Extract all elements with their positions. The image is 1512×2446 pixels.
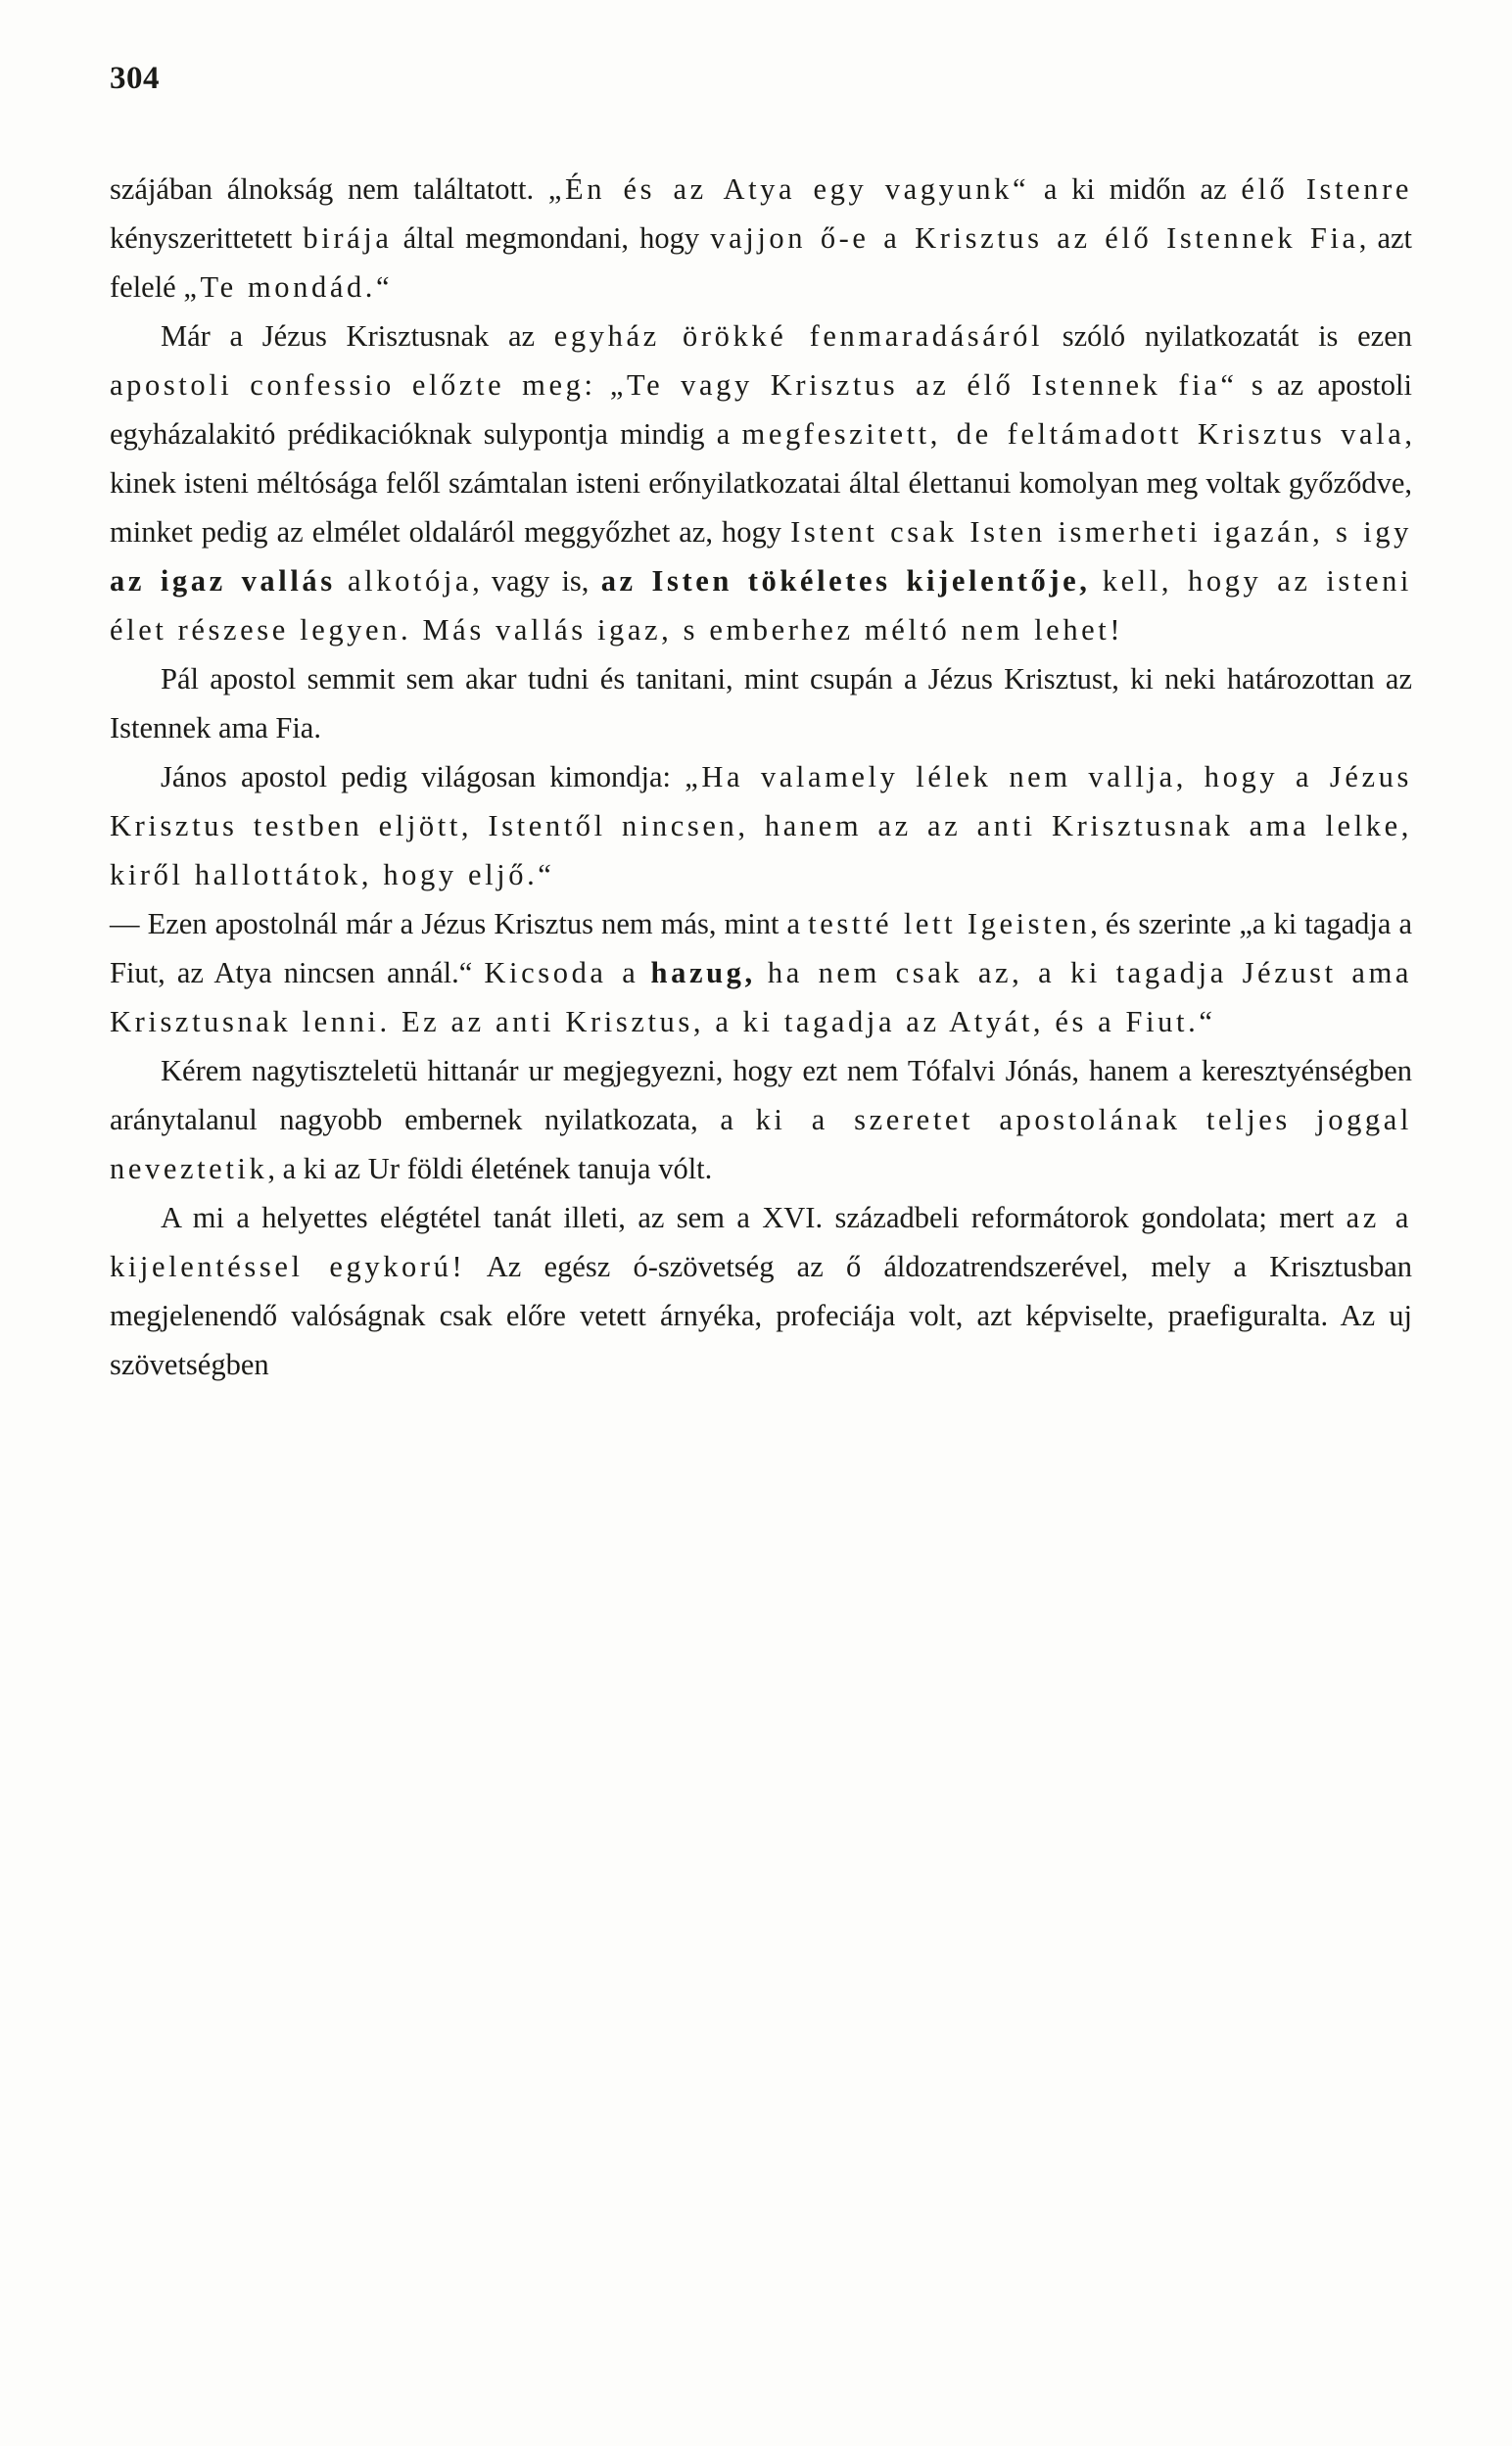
text-run: „Te vagy Krisztus az élő Istennek fia“ (609, 368, 1238, 402)
text-run: az a kijelentéssel egykorú! (110, 1201, 1412, 1283)
text-run: — (110, 907, 148, 940)
paragraph (110, 165, 1412, 312)
text-run: , vagy is, (472, 564, 601, 598)
text-run: Már a Jézus Krisztusnak az (161, 319, 554, 353)
text-run: János apostol pedig világosan kimondja: (161, 760, 685, 793)
text-run: által megmondani, hogy (392, 221, 711, 255)
text-run: Kérem nagytiszteletü hittanár ur megjegyezni, hogy ezt nem Tófalvi Jónás, hanem a keresztyénségben aránytalanul nagyobb embernek nyilatkozata, a (110, 1054, 1412, 1136)
paragraph (110, 899, 1412, 1046)
text-run: alkotója (348, 564, 473, 598)
text-run: Kicsoda a (484, 956, 639, 989)
text-run: ki a szeretet apostolának teljes joggal neveztetik (110, 1103, 1412, 1185)
page-number: 304 (110, 61, 160, 96)
text-run: „a ki tagadja a Fiut, az Atya nincsen annál.“ (110, 907, 1412, 989)
text-run: birája (303, 221, 393, 255)
text-run: s az apostoli egyházalakitó prédikacióknak sulypontja mindig a (110, 368, 1413, 451)
text-run: hazug, (650, 956, 756, 989)
text-run (756, 956, 768, 989)
text-run: A mi a helyettes elégtétel tanát illeti, az sem a XVI. századbeli reformátorok gondolata; mert (161, 1201, 1347, 1234)
text-run: ha nem csak az, a ki tagadja Jézust ama Krisztusnak lenni. Ez az anti Krisztus, a ki tagadja az Atyát, és a Fiut.“ (110, 956, 1413, 1038)
text-run (472, 956, 484, 989)
text-run: szájában álnokság nem találtatott. (110, 172, 548, 206)
text-run: kell, hogy az isteni élet részese legyen. Más vallás igaz, s emberhez méltó nem lehet! (110, 564, 1413, 647)
text-run: Ezen apostolnál már a Jézus Krisztus nem más, mint a (147, 907, 809, 940)
text-run: kényszerittetett (110, 221, 304, 255)
paragraph (110, 1046, 1412, 1193)
text-run: „Te mondád.“ (183, 270, 394, 304)
text-run: élő Istenre (1241, 172, 1412, 206)
text-run: egyház örökké fenmaradásáról (553, 319, 1044, 353)
text-run: az igaz vallás (110, 564, 336, 598)
text-run: , kinek isteni méltósága felől számtalan isteni erőnyilatkozatai által élettanui komolyan meg voltak győződve, minket pedig az elmélet oldaláról meggyőzhet az, hogy (110, 417, 1412, 549)
text-run: megfeszitett, de feltámadott Krisztus vala (741, 417, 1405, 451)
text-run (638, 956, 650, 989)
paragraph (110, 1193, 1412, 1389)
text-run: a ki midőn az (1029, 172, 1242, 206)
text-run (1091, 564, 1103, 598)
text-run: az Isten tökéletes kijelentője, (600, 564, 1091, 598)
text-run: , a ki az Ur földi életének tanuja vólt. (267, 1152, 713, 1185)
text-run: Istent csak Isten ismerheti igazán, s igy (790, 515, 1412, 549)
text-run: Pál apostol semmit sem akar tudni és tanitani, mint csupán a Jézus Krisztust, ki neki határozottan az Istennek ama Fia. (110, 662, 1412, 744)
text-run: szóló nyilatkozatát is ezen (1043, 319, 1412, 353)
page-body-text (110, 165, 1412, 1389)
paragraph (110, 654, 1412, 752)
text-run: „Én és az Atya egy vagyunk“ (547, 172, 1030, 206)
text-run: apostoli confessio előzte meg: (110, 368, 596, 402)
text-run: , azt felelé (110, 221, 1412, 304)
text-run (596, 368, 610, 402)
text-run: vajjon ő-e a Krisztus az élő Istennek Fia (710, 221, 1359, 255)
text-run: „Ha valamely lélek nem vallja, hogy a Jézus Krisztus testben eljött, Istentől nincsen, hanem az az anti Krisztusnak ama lelke, kiről hallottátok, hogy eljő.“ (110, 760, 1412, 891)
text-run: , és szerinte (1090, 907, 1240, 940)
text-run: Az egész ó-szövetség az ő áldozatrendszerével, mely a Krisztusban megjelenendő valóságnak csak előre vetett árnyéka, profeciája volt, azt képviselte, praefiguralta. Az uj szövetségben (110, 1250, 1412, 1381)
text-run (336, 564, 348, 598)
text-run: testté lett Igeisten (808, 907, 1091, 940)
paragraph (110, 312, 1412, 654)
paragraph (110, 752, 1412, 899)
